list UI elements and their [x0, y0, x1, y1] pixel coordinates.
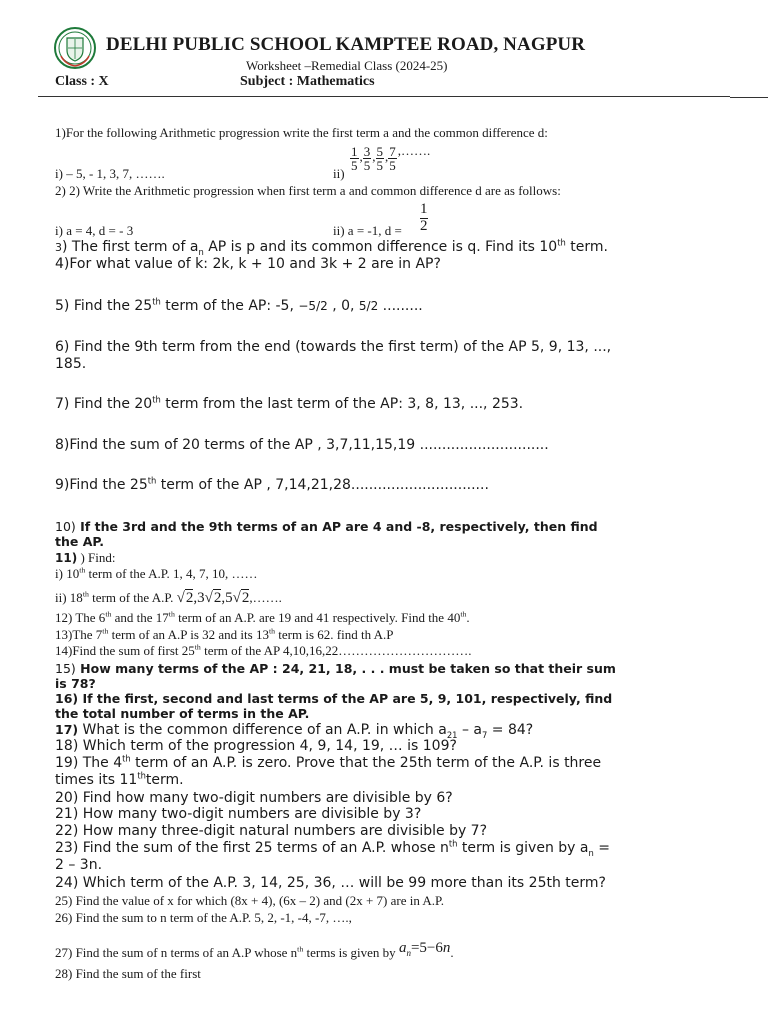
q20-text: 20) Find how many two-digit numbers are divisible by 6?	[55, 790, 453, 806]
q2-half-num: 1	[420, 201, 428, 217]
q5-text: 5) Find the 25th term of the AP: -5, −5/2 , 0, 5/2 .........	[55, 296, 423, 314]
q1-fraction: $\frac{5}{5}$	[376, 143, 383, 173]
q15-line1: 15) How many terms of the AP : 24, 21, 18, . . . must be taken so that their sum	[55, 661, 616, 676]
q2-half-fraction	[420, 202, 428, 235]
q25-text: 25) Find the value of x for which (8x + 4), (6x – 2) and (2x + 7) are in A.P.	[55, 893, 445, 908]
q10-line1: 10) If the 3rd and the 9th terms of an AP are 4 and -8, respectively, then find	[55, 519, 598, 534]
school-name: DELHI PUBLIC SCHOOL KAMPTEE ROAD, NAGPUR	[106, 34, 586, 55]
q17-text: 17) What is the common difference of an A.P. in which $a_{21} - a_7 = 84$?	[55, 722, 534, 740]
q2-text: 2) 2) Write the Arithmetic progression when first term a and common difference d are as follows:	[55, 183, 561, 198]
q2-part-i: i) a = 4, d = - 3	[55, 223, 134, 238]
header-divider	[38, 96, 730, 97]
q6-line1: 6) Find the 9th term from the end (towards the first term) of the AP 5, 9, 13, ...,	[55, 339, 612, 355]
school-crest-icon	[53, 26, 97, 70]
worksheet-title: Worksheet –Remedial Class (2024-25)	[246, 58, 448, 73]
q1-fraction-tail: ,…….	[397, 143, 431, 158]
q1-part-i: i) – 5, - 1, 3, 7, …….	[55, 166, 165, 181]
q22-text: 22) How many three-digit natural numbers are divisible by 7?	[55, 823, 488, 839]
class-label: Class : X	[55, 74, 109, 89]
q1-fraction: $\frac{3}{5}$	[363, 143, 371, 173]
q28-text: 28) Find the sum of the first	[55, 966, 201, 981]
q1-fraction: $\frac{7}{5}$	[389, 143, 396, 173]
q11-head: 11) ) Find:	[55, 550, 116, 565]
q14-text: 14)Find the sum of first 25th term of the AP 4,10,16,22………………………….	[55, 642, 472, 658]
q9-text: 9)Find the 25th term of the AP , 7,14,21,28...............................	[55, 475, 489, 493]
q13-text: 13)The 7th term of an A.P is 32 and its 13th term is 62. find th A.P	[55, 626, 394, 642]
q2-half-den: 2	[420, 217, 428, 234]
q23-line2: 2 – 3n.	[55, 857, 103, 873]
q26-text: 26) Find the sum to n term of the A.P. 5, 2, -1, -4, -7, ….,	[55, 910, 352, 925]
q11-part-ii: ii) 18th term of the A.P. √2,3√2,5√2,…….	[55, 589, 282, 606]
q19-line1: 19) The 4th term of an A.P. is zero. Prove that the 25th term of the A.P. is three	[55, 753, 602, 771]
q15-line2: is 78?	[55, 676, 96, 691]
q10-line2: the AP.	[55, 534, 104, 549]
q12-text: 12) The 6th and the 17th term of an A.P. are 19 and 41 respectively. Find the 40th.	[55, 609, 470, 625]
q7-text: 7) Find the 20th term from the last term of the AP: 3, 8, 13, ..., 253.	[55, 394, 524, 412]
q1-text: 1)For the following Arithmetic progression write the first term a and the common difference d:	[55, 125, 548, 140]
q21-text: 21) How many two-digit numbers are divisible by 3?	[55, 806, 422, 822]
subject-label: Subject : Mathematics	[240, 74, 375, 89]
q18-text: 18) Which term of the progression 4, 9, 14, 19, … is 109?	[55, 738, 457, 754]
q27-text: 27) Find the sum of n terms of an A.P whose $n^{th}$ terms is given by $a_n=5-6n$.	[55, 940, 454, 960]
q6-line2: 185.	[55, 356, 87, 372]
header-divider-tail	[730, 97, 768, 98]
q4-text: 4)For what value of k: 2k, k + 10 and 3k + 2 are in AP?	[55, 256, 441, 272]
q24-text: 24) Which term of the A.P. 3, 14, 25, 36, … will be 99 more than its 25th term?	[55, 875, 606, 891]
q1-part-ii-label: ii)	[333, 166, 345, 181]
q2-part-ii: ii) a = -1, d =	[333, 223, 402, 238]
q23-line1: 23) Find the sum of the first 25 terms of an A.P. whose $n^{th}$ term is given by $a_n$ =	[55, 838, 610, 858]
q1-fractions: $\frac{1}{5}$ , $\frac{3}{5}$ , $\frac{5}{5}$ , $\frac{7}{5}$ ,…….	[351, 143, 431, 173]
q1-fraction: $\frac{1}{5}$	[351, 143, 358, 173]
q3-text: 3) The first term of $a_n$ AP is p and its common difference is q. Find its 10th term.	[55, 237, 608, 257]
q16-line1: 16) If the first, second and last terms of the AP are 5, 9, 101, respectively, find	[55, 691, 613, 706]
q8-text: 8)Find the sum of 20 terms of the AP , 3,7,11,15,19 .............................	[55, 437, 549, 453]
q16-line2: the total number of terms in the AP.	[55, 706, 310, 721]
q19-line2: times its 11thterm.	[55, 770, 184, 788]
q11-part-i: i) 10th term of the A.P. 1, 4, 7, 10, ……	[55, 565, 258, 581]
